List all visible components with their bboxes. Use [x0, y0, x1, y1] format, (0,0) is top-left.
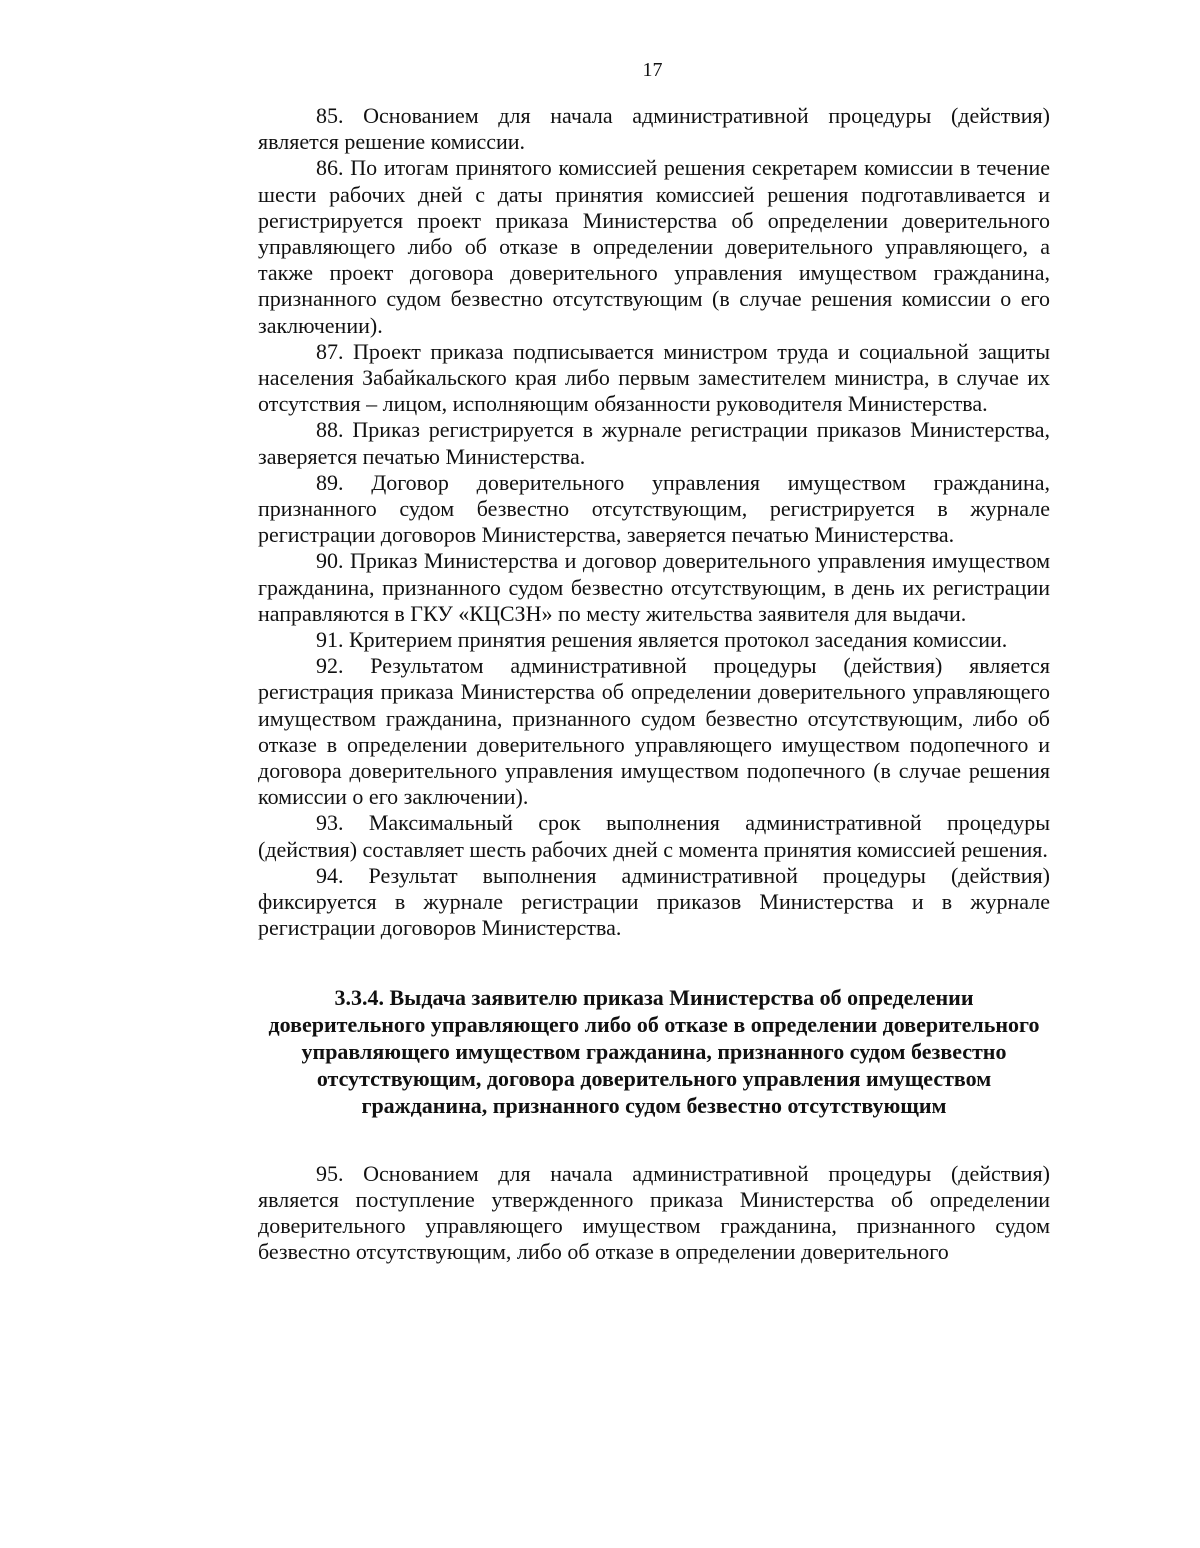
paragraph-91: 91. Критерием принятия решения является протокол заседания комиссии. — [316, 627, 1008, 653]
paragraph-90: 90. Приказ Министерства и договор доверительного управления имуществом гражданина, признанного судом безвестно отсутствующим, в день их регистрации направляются в ГКУ «КЦСЗН» по месту жительства заявителя для выдачи. — [258, 548, 1050, 626]
paragraph-87: 87. Проект приказа подписывается министром труда и социальной защиты населения Забайкальского края либо первым заместителем министра, в случае их отсутствия – лицом, исполняющим обязанности руководителя Министерства. — [258, 338, 1050, 417]
page-number: 17 — [642, 59, 663, 81]
section-heading: 3.3.4. Выдача заявителю приказа Министерства об определении доверительного управляющего либо об отказе в определении доверительного управляющего имуществом гражданина, признанного судом безвестно отсутствующим, договора доверительного управления имуществом гражданина, признанного судом безвестно отсутствующим — [268, 984, 1040, 1118]
document-body — [258, 103, 1050, 1265]
paragraph-89: 89. Договор доверительного управления имуществом гражданина, признанного судом безвестно отсутствующим, регистрируется в журнале регистрации договоров Министерства, заверяется печатью Министерства. — [258, 469, 1050, 548]
paragraph-86: 86. По итогам принятого комиссией решения секретарем комиссии в течение шести рабочих дней с даты принятия комиссией решения подготавливается и регистрируется проект приказа Министерства об определении доверительного управляющего либо об отказе в определении доверительного управляющего, а также проект договора доверительного управления имуществом гражданина, признанного судом безвестно отсутствующим (в случае решения комиссии о его заключении). — [258, 155, 1050, 338]
paragraph-92: 92. Результатом административной процедуры (действия) является регистрация приказа Министерства об определении доверительного управляющего имуществом гражданина, признанного судом безвестно отсутствующим, либо об отказе в определении доверительного управляющего имуществом подопечного и договора доверительного управления имуществом подопечного (в случае решения комиссии о его заключении). — [258, 653, 1050, 810]
paragraph-95: 95. Основанием для начала административной процедуры (действия) является поступление утвержденного приказа Министерства об определении доверительного управляющего имуществом гражданина, признанного судом безвестно отсутствующим, либо об отказе в определении доверительного — [258, 1160, 1050, 1265]
paragraph-93: 93. Максимальный срок выполнения административной процедуры (действия) составляет шесть рабочих дней с момента принятия комиссией решения. — [258, 810, 1050, 862]
paragraph-85: 85. Основанием для начала административной процедуры (действия) является решение комиссии. — [258, 103, 1050, 155]
paragraph-88: 88. Приказ регистрируется в журнале регистрации приказов Министерства, заверяется печатью Министерства. — [258, 417, 1050, 469]
paragraph-94: 94. Результат выполнения административной процедуры (действия) фиксируется в журнале регистрации приказов Министерства и в журнале регистрации договоров Министерства. — [258, 862, 1050, 941]
